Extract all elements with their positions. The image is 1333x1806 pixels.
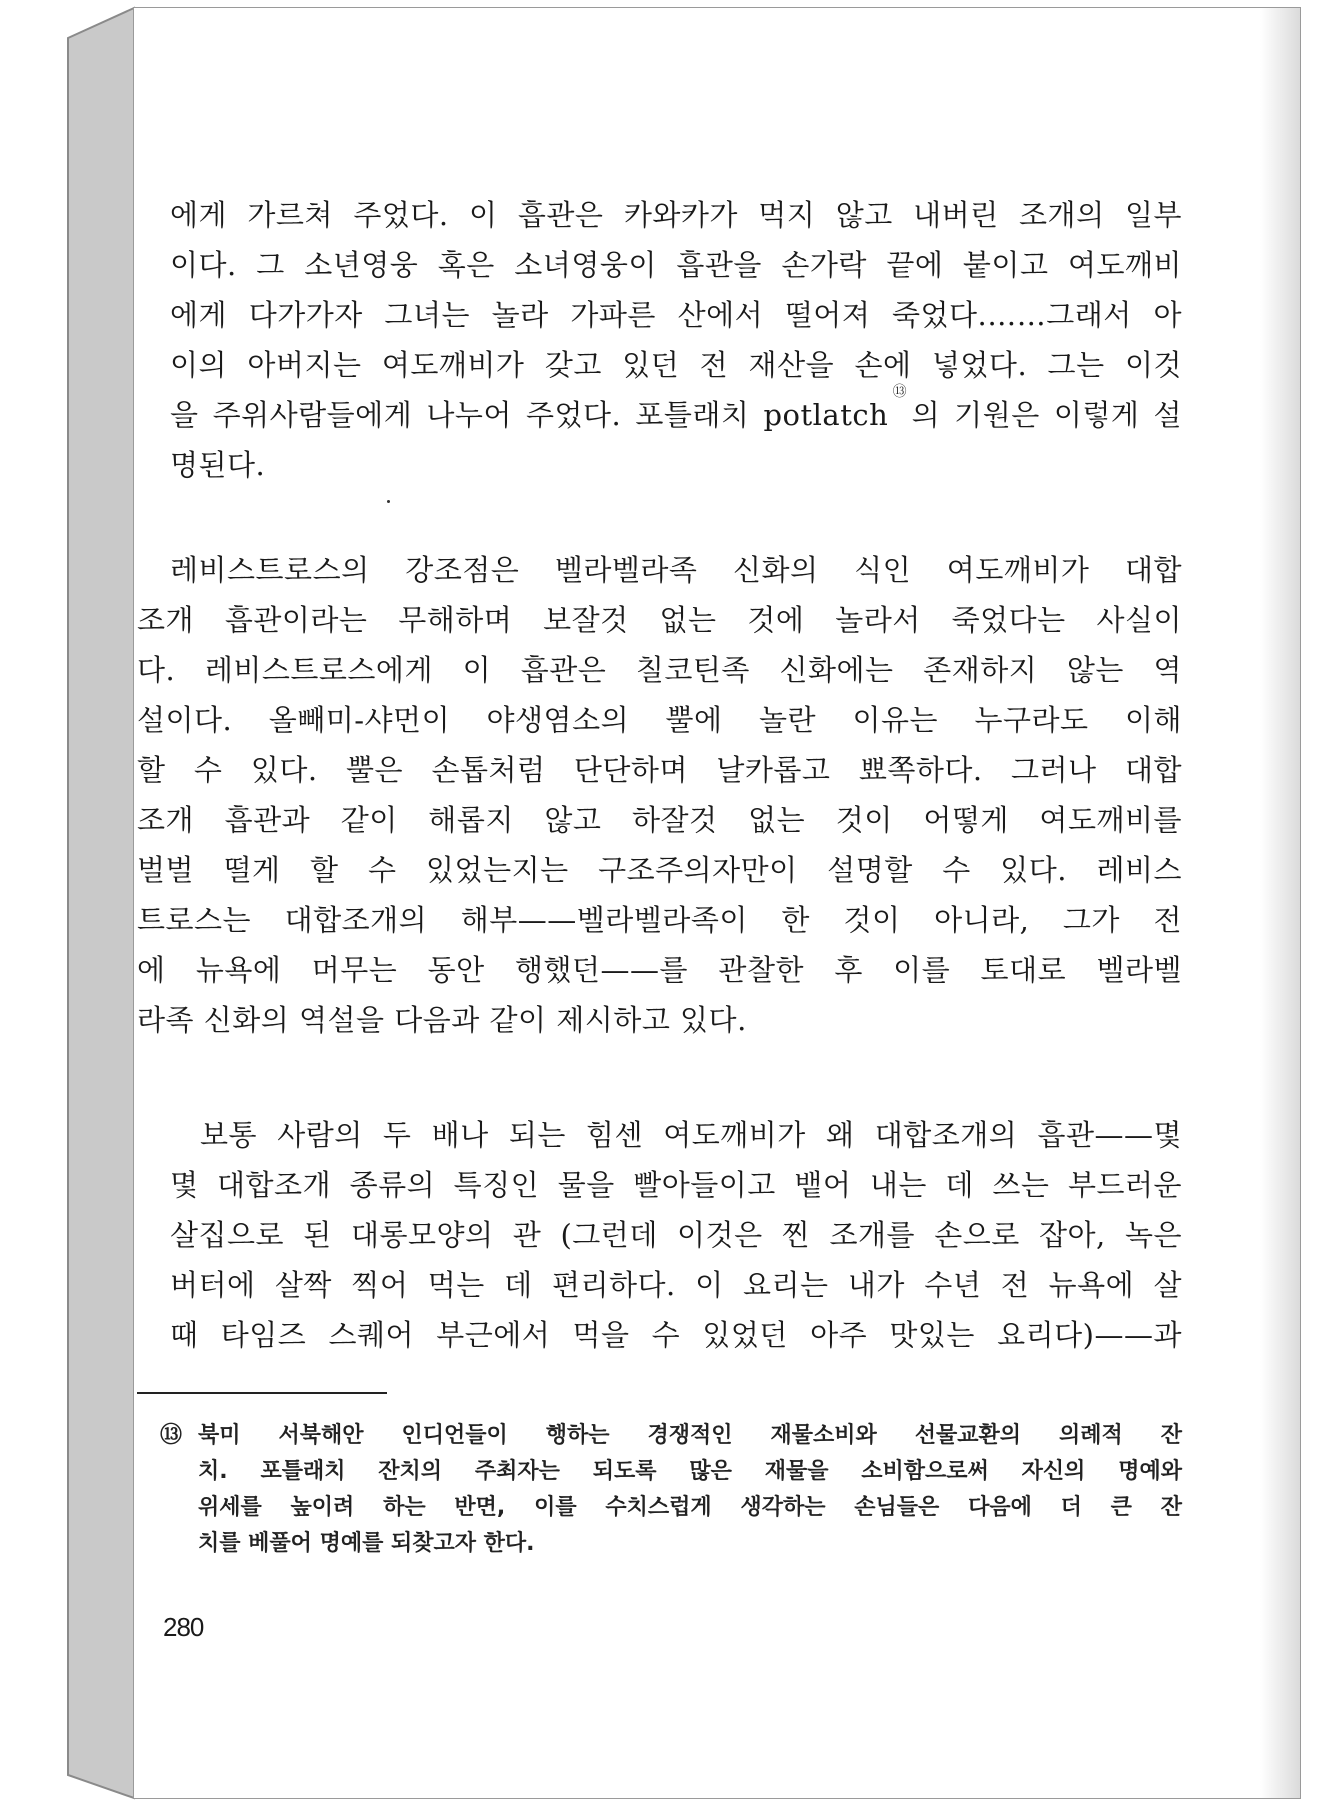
paragraph-3-quote (170, 1110, 1182, 1360)
text-line: 보통 사람의 두 배나 되는 힘센 여도깨비가 왜 대합조개의 흡관——몇 (200, 1118, 1182, 1152)
text-line: 트로스는 대합조개의 해부——벨라벨라족이 한 것이 아니라, 그가 전 (137, 903, 1182, 937)
paragraph-1 (170, 190, 1182, 490)
footnote-line: 치. 포틀래치 잔치의 주최자는 되도록 많은 재물을 소비함으로써 자신의 명예와 (198, 1459, 1182, 1484)
text-line: 에게 가르쳐 주었다. 이 흡관은 카와카가 먹지 않고 내버린 조개의 일부 (170, 198, 1182, 232)
text-line: 이의 아버지는 여도깨비가 갖고 있던 전 재산을 손에 넣었다. 그는 이것 (170, 348, 1182, 382)
paragraph-2 (137, 545, 1182, 1045)
footnote (160, 1418, 1182, 1562)
text-segment: 을 주위사람들에게 나누어 주었다. 포틀래치 potlatch (170, 398, 889, 432)
footnote-line: 치를 베풀어 명예를 되찾고자 한다. (198, 1531, 535, 1556)
footnote-marker: ⑬ (160, 1423, 183, 1448)
scan-speck (387, 500, 390, 503)
text-line: 버터에 살짝 찍어 먹는 데 편리하다. 이 요리는 내가 수년 전 뉴욕에 살 (170, 1268, 1182, 1302)
text-line: 살집으로 된 대롱모양의 관 (그런데 이것은 찐 조개를 손으로 잡아, 녹은 (170, 1218, 1182, 1252)
footnote-line: 위세를 높이려 하는 반면, 이를 수치스럽게 생각하는 손님들은 다음에 더 큰 잔 (198, 1495, 1182, 1520)
text-line: 라족 신화의 역설을 다음과 같이 제시하고 있다. (137, 1003, 747, 1037)
text-line: 명된다. (170, 448, 266, 482)
text-line: 조개 흡관과 같이 해롭지 않고 하잘것 없는 것이 어떻게 여도깨비를 (137, 803, 1182, 837)
text-line: 레비스트로스의 강조점은 벨라벨라족 신화의 식인 여도깨비가 대합 (170, 553, 1182, 587)
footnote-divider (137, 1392, 387, 1394)
footnote-reference[interactable]: ⑬ (888, 384, 912, 400)
footnote-line (160, 1418, 1182, 1454)
text-line: 설이다. 올빼미-샤먼이 야생염소의 뿔에 놀란 이유는 누구라도 이해 (137, 703, 1182, 737)
text-line: 할 수 있다. 뿔은 손톱처럼 단단하며 날카롭고 뾰쪽하다. 그러나 대합 (137, 753, 1182, 787)
text-segment: 북미 서북해안 인디언들이 행하는 경쟁적인 재물소비와 선물교환의 의례적 잔 (198, 1423, 1182, 1448)
text-line: 때 타임즈 스퀘어 부근에서 먹을 수 있었던 아주 맛있는 요리다)——과 (170, 1318, 1182, 1352)
text-line: 에게 다가가자 그녀는 놀라 가파른 산에서 떨어져 죽었다.……그래서 아 (170, 298, 1182, 332)
text-line: 몇 대합조개 종류의 특징인 물을 빨아들이고 뱉어 내는 데 쓰는 부드러운 (170, 1168, 1182, 1202)
page-edge-shadow (1260, 8, 1300, 1798)
text-line: 에 뉴욕에 머무는 동안 행했던——를 관찰한 후 이를 토대로 벨라벨 (137, 953, 1182, 987)
text-line: 다. 레비스트로스에게 이 흡관은 칠코틴족 신화에는 존재하지 않는 역 (137, 653, 1182, 687)
text-line: 조개 흡관이라는 무해하며 보잘것 없는 것에 놀라서 죽었다는 사실이 (137, 603, 1182, 637)
page-number: 280 (163, 1612, 204, 1642)
text-segment: 의 기원은 이렇게 설 (911, 398, 1182, 432)
text-line: 벌벌 떨게 할 수 있었는지는 구조주의자만이 설명할 수 있다. 레비스 (137, 853, 1182, 887)
text-line (170, 384, 1182, 440)
text-line: 이다. 그 소년영웅 혹은 소녀영웅이 흡관을 손가락 끝에 붙이고 여도깨비 (170, 248, 1182, 282)
